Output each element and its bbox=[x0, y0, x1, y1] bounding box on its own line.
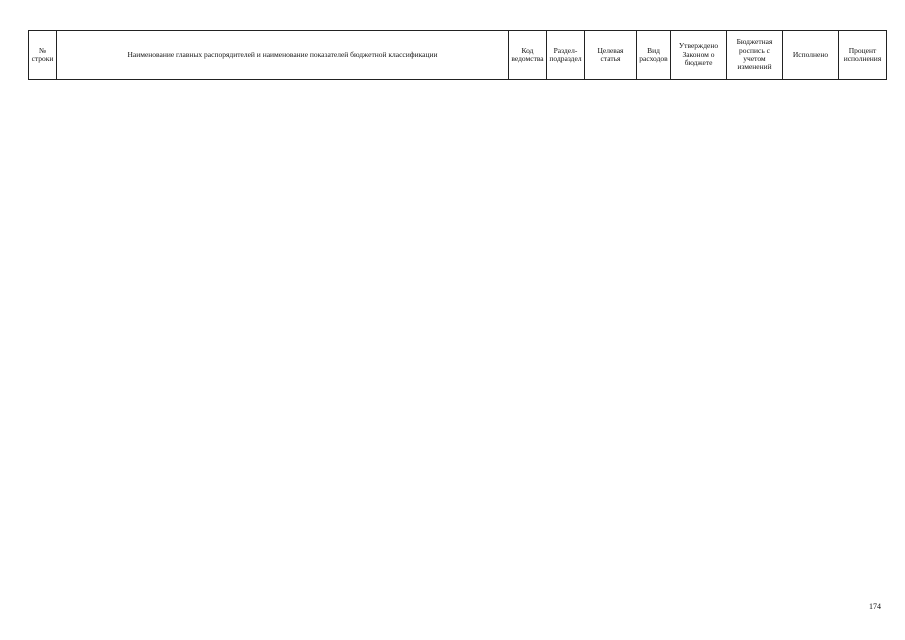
header-percent: Процент исполнения bbox=[839, 31, 887, 80]
header-target-article: Целевая статья bbox=[585, 31, 637, 80]
header-section-subsection: Раздел-подраздел bbox=[547, 31, 585, 80]
budget-table bbox=[28, 30, 887, 80]
budget-report-sheet bbox=[28, 30, 886, 80]
header-department-code: Код ведомства bbox=[509, 31, 547, 80]
header-approved: Утверждено Законом о бюджете bbox=[671, 31, 727, 80]
header-budget-schedule: Бюджетная роспись с учетом изменений bbox=[727, 31, 783, 80]
header-expense-type: Вид расходов bbox=[637, 31, 671, 80]
page-number: 174 bbox=[869, 602, 881, 611]
header-executed: Исполнено bbox=[783, 31, 839, 80]
header-row bbox=[29, 31, 887, 80]
header-row-number: № строки bbox=[29, 31, 57, 80]
header-name: Наименование главных распорядителей и наименование показателей бюджетной классификации bbox=[57, 31, 509, 80]
